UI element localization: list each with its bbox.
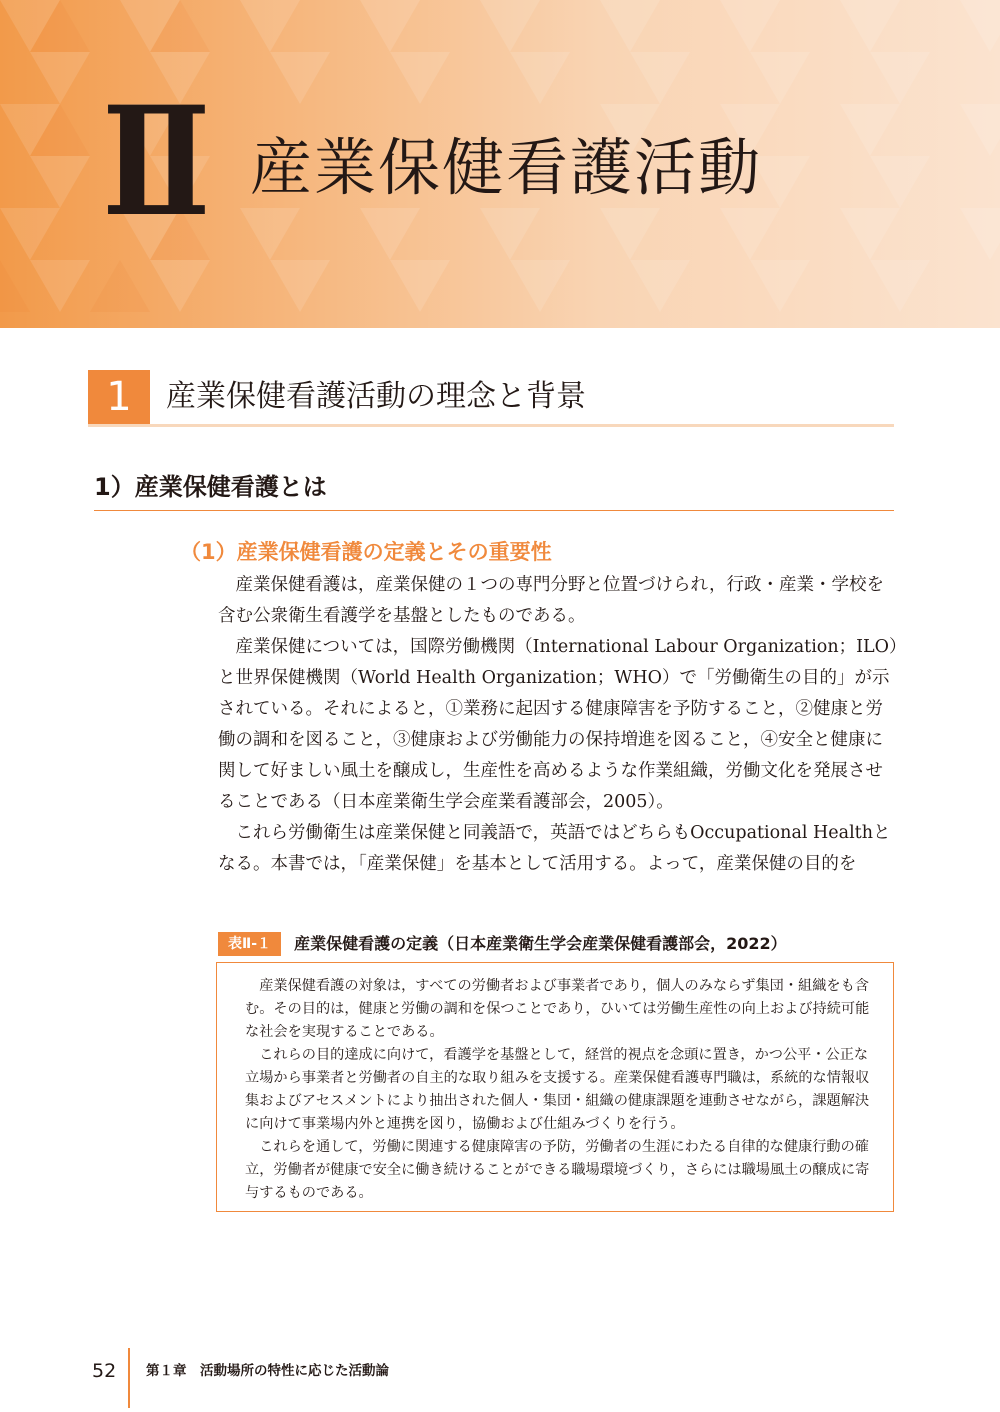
definition-paragraph: これらを通して，労働に関連する健康障害の予防，労働者の生涯にわたる自律的な健康行動の確立，労働者が健康で安全に働き続けることができる職場環境づくり，さらには職場風土の醸成に寄与するものである。 (245, 1139, 870, 1201)
table-caption (218, 932, 787, 958)
subsection-title: 1）産業保健看護とは (94, 473, 327, 501)
subsection-heading (94, 468, 894, 511)
definition-paragraph: 産業保健看護の対象は，すべての労働者および事業者であり，個人のみならず集団・組織をも含む。その目的は，健康と労働の調和を保つことであり，ひいては労働生産性の向上および持続可能な社会を実現することである。 (245, 978, 870, 1040)
page-number: 52 (92, 1360, 117, 1382)
body-paragraph: これら労働衛生は産業保健と同義語で，英語ではどちらもOccupational Healthとなる。本書では，「産業保健」を基本として活用する。よって，産業保健の目的を (218, 823, 891, 874)
section-number-badge: 1 (88, 370, 150, 424)
definition-paragraph: これらの目的達成に向けて，看護学を基盤として，経営的視点を念頭に置き，かつ公平・公正な立場から事業者と労働者の自主的な取り組みを支援する。産業保健看護専門職は，系統的な情報収集およびアセスメントにより抽出された個人・集団・組織の健康課題を連動させながら，課題解決に向けて事業場内外と連携を図り，協働および仕組みづくりを行う。 (245, 1047, 870, 1132)
section-heading (88, 370, 894, 427)
part-title: 産業保健看護活動 (250, 131, 763, 204)
header-banner (0, 0, 1000, 328)
body-paragraph: 産業保健看護は，産業保健の１つの専門分野と位置づけられ，行政・産業・学校を含む公衆衛生看護学を基盤としたものである。 (218, 575, 885, 626)
definition-box (216, 962, 894, 1212)
body-paragraph: 産業保健については，国際労働機関（International Labour Organization；ILO）と世界保健機関（World Health Organization；WHO）で「労働衛生の目的」が示されている。それによると，①業務に起因する健康障害を予防すること，②健康と労働の調和を図ること，③健康および労働能力の保持増進を図ること，④安全と健康に関して好ましい風土を醸成し，生産性を高めるような作業組織，労働文化を発展させることである（日本産業衛生学会産業看護部会，2005）。 (218, 637, 898, 812)
table-caption-text: 産業保健看護の定義（日本産業衛生学会産業保健看護部会，2022） (294, 934, 787, 953)
table-label-badge: 表Ⅱ-１ (218, 932, 281, 956)
subsubsection-title: （1）産業保健看護の定義とその重要性 (180, 540, 552, 564)
footer-chapter-title: 第１章 活動場所の特性に応じた活動論 (146, 1363, 389, 1379)
footer-divider (128, 1348, 130, 1408)
part-numeral: Ⅱ (102, 74, 211, 250)
body-text (218, 570, 898, 880)
section-title: 産業保健看護活動の理念と背景 (166, 379, 586, 414)
definition-text (245, 975, 871, 1205)
